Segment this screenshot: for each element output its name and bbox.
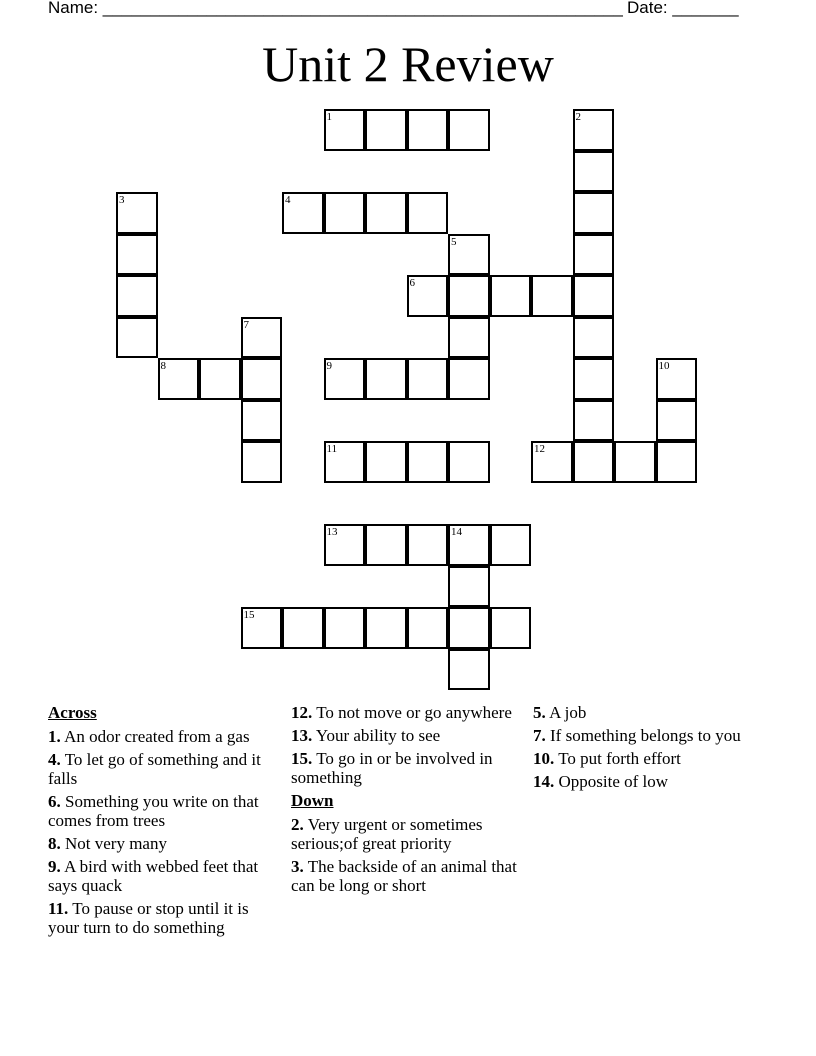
- grid-cell[interactable]: [407, 275, 449, 317]
- grid-cell[interactable]: [448, 607, 490, 649]
- clue-number: 12: [534, 443, 545, 455]
- grid-cell[interactable]: [241, 400, 283, 442]
- clue-across-6: 6. Something you write on that comes from trees: [48, 792, 259, 830]
- clue-down-10: 10. To put forth effort: [533, 749, 681, 768]
- grid-cell[interactable]: [614, 441, 656, 483]
- grid-cell[interactable]: [656, 358, 698, 400]
- grid-cell[interactable]: [573, 151, 615, 193]
- down-heading: Down: [291, 791, 334, 810]
- grid-cell[interactable]: [490, 275, 532, 317]
- grid-cell[interactable]: [116, 234, 158, 276]
- grid-cell[interactable]: [365, 358, 407, 400]
- clue-number: 13: [326, 526, 338, 538]
- clues-column-1: [48, 703, 280, 941]
- grid-cell[interactable]: [573, 400, 615, 442]
- clue-number: 15: [243, 609, 255, 621]
- grid-cell[interactable]: [531, 275, 573, 317]
- grid-cell[interactable]: [241, 441, 283, 483]
- grid-cell[interactable]: [448, 566, 490, 608]
- clue-across-13: 13. Your ability to see: [291, 726, 441, 745]
- clue-across-11: 11. To pause or stop until it is your turn to do something: [48, 899, 249, 937]
- grid-cell[interactable]: [116, 192, 158, 234]
- clue-number: 9: [326, 360, 332, 372]
- grid-cell[interactable]: [324, 109, 366, 151]
- grid-cell[interactable]: [241, 317, 283, 359]
- worksheet-header: [48, 0, 739, 18]
- grid-cell[interactable]: [407, 192, 449, 234]
- clue-number: 5: [451, 235, 457, 248]
- grid-cell[interactable]: [573, 234, 615, 276]
- grid-cell[interactable]: [448, 649, 490, 691]
- grid-cell[interactable]: [573, 109, 615, 151]
- grid-cell[interactable]: [407, 109, 449, 151]
- page-title: Unit 2 Review: [262, 36, 554, 92]
- clue-across-8: 8. Not very many: [48, 834, 167, 853]
- grid-cell[interactable]: [282, 607, 324, 649]
- grid-cell[interactable]: [656, 400, 698, 442]
- grid-cell[interactable]: [324, 358, 366, 400]
- clue-number: 10: [658, 360, 670, 372]
- grid-cell[interactable]: [365, 441, 407, 483]
- clue-number: 14: [451, 526, 462, 538]
- clue-across-12: 12. To not move or go anywhere: [291, 703, 512, 722]
- grid-cell[interactable]: [573, 192, 615, 234]
- grid-cell[interactable]: [448, 234, 490, 276]
- grid-cell[interactable]: [448, 441, 490, 483]
- grid-cell[interactable]: [116, 275, 158, 317]
- clue-across-1: 1. An odor created from a gas: [48, 727, 250, 746]
- grid-cell[interactable]: [573, 441, 615, 483]
- clue-across-4: 4. To let go of something and it falls: [48, 750, 261, 788]
- grid-cell[interactable]: [448, 524, 490, 566]
- grid-cell[interactable]: [324, 524, 366, 566]
- grid-cell[interactable]: [448, 358, 490, 400]
- clue-across-9: 9. A bird with webbed feet that says quack: [48, 857, 259, 895]
- grid-cell[interactable]: [241, 358, 283, 400]
- clue-down-3: 3. The backside of an animal that can be long or short: [291, 857, 517, 895]
- grid-cell[interactable]: [656, 441, 698, 483]
- clue-down-5: 5. A job: [533, 703, 587, 722]
- grid-cell[interactable]: [324, 441, 366, 483]
- clues-column-2: [291, 703, 523, 899]
- grid-cell[interactable]: [365, 607, 407, 649]
- clue-down-2: 2. Very urgent or sometimes serious;of great priority: [291, 815, 483, 853]
- clue-across-15: 15. To go in or be involved in something: [291, 749, 493, 787]
- grid-cell[interactable]: [407, 524, 449, 566]
- grid-cell[interactable]: [241, 607, 283, 649]
- grid-cell[interactable]: [490, 524, 532, 566]
- grid-cell[interactable]: [158, 358, 200, 400]
- grid-cell[interactable]: [282, 192, 324, 234]
- across-heading: Across: [48, 703, 97, 722]
- clue-down-7: 7. If something belongs to you: [533, 726, 741, 745]
- grid-cell[interactable]: [490, 607, 532, 649]
- clue-number: 4: [285, 194, 291, 206]
- name-field[interactable]: Name: _______________________________________________________: [48, 0, 623, 17]
- grid-cell[interactable]: [199, 358, 241, 400]
- grid-cell[interactable]: [448, 109, 490, 151]
- crossword-grid: [117, 110, 717, 700]
- grid-cell[interactable]: [573, 358, 615, 400]
- clues-column-3: [533, 703, 765, 795]
- clue-number: 3: [119, 194, 125, 206]
- grid-cell[interactable]: [407, 607, 449, 649]
- clue-number: 7: [243, 318, 249, 331]
- grid-cell[interactable]: [407, 441, 449, 483]
- grid-cell[interactable]: [448, 275, 490, 317]
- clue-down-14: 14. Opposite of low: [533, 772, 669, 791]
- date-field[interactable]: Date: _______: [627, 0, 739, 17]
- grid-cell[interactable]: [324, 192, 366, 234]
- grid-cell[interactable]: [365, 192, 407, 234]
- grid-cell[interactable]: [407, 358, 449, 400]
- grid-cell[interactable]: [365, 109, 407, 151]
- grid-cell[interactable]: [531, 441, 573, 483]
- clue-number: 6: [409, 277, 415, 289]
- grid-cell[interactable]: [365, 524, 407, 566]
- clue-number: 2: [575, 111, 581, 123]
- grid-cell[interactable]: [573, 317, 615, 359]
- clue-number: 1: [326, 111, 332, 123]
- grid-cell[interactable]: [448, 317, 490, 359]
- grid-cell[interactable]: [324, 607, 366, 649]
- clue-number: 8: [160, 360, 166, 372]
- grid-cell[interactable]: [116, 317, 158, 359]
- grid-cell[interactable]: [573, 275, 615, 317]
- clue-number: 11: [326, 443, 338, 455]
